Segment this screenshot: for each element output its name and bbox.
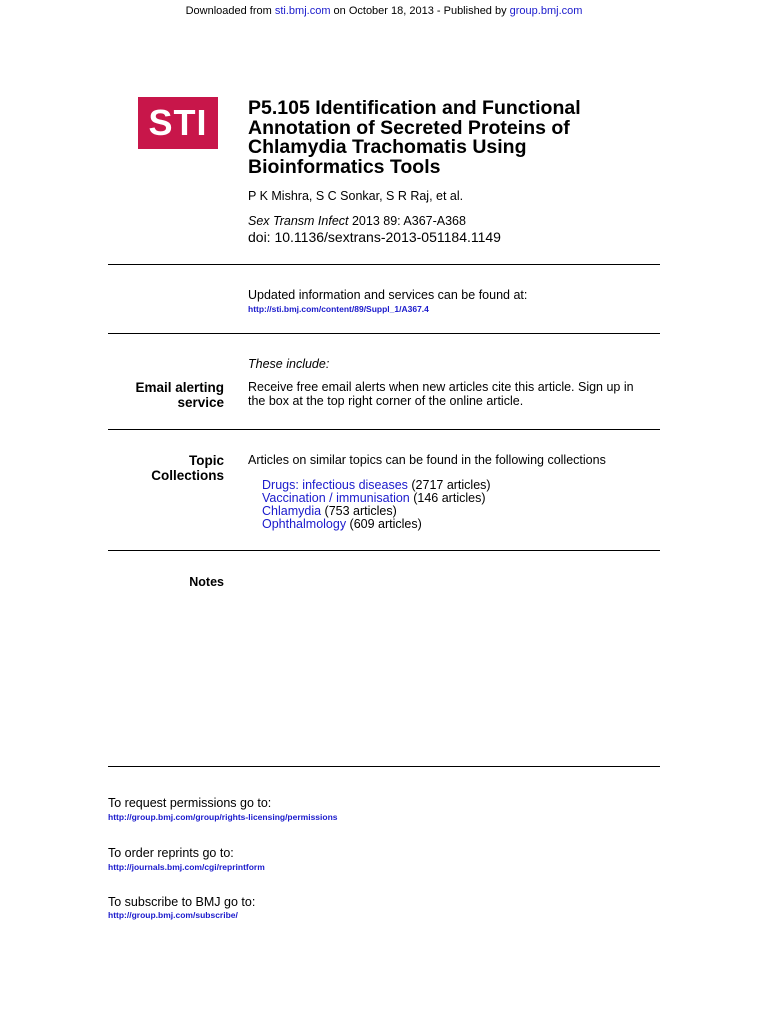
collection-count: (609 articles) <box>346 517 422 531</box>
journal-name: Sex Transm Infect <box>248 214 349 228</box>
collection-count: (753 articles) <box>321 504 397 518</box>
divider-5 <box>108 766 660 767</box>
title-line-4: Bioinformatics Tools <box>248 155 441 178</box>
email-heading-line-2: service <box>177 394 224 410</box>
updated-info-text: Updated information and services can be found at: <box>248 288 528 302</box>
notes-heading: Notes <box>189 575 224 589</box>
divider-1 <box>108 264 660 265</box>
these-include-label: These include: <box>248 357 330 371</box>
permissions-link[interactable]: http://group.bmj.com/group/rights-licensing/permissions <box>108 812 338 822</box>
download-notice <box>0 5 768 17</box>
article-title <box>248 99 608 177</box>
collection-link[interactable]: Chlamydia <box>262 504 322 518</box>
email-alerting-heading <box>108 381 224 410</box>
citation-details: 2013 89: A367-A368 <box>348 214 466 228</box>
download-middle: on October 18, 2013 - Published by <box>330 5 510 17</box>
topic-heading-line-1: Topic <box>189 453 224 468</box>
topic-collections-description: Articles on similar topics can be found in the following collections <box>248 453 606 467</box>
divider-2 <box>108 333 660 334</box>
subscribe-text: To subscribe to BMJ go to: <box>108 895 256 909</box>
article-url-link[interactable]: http://sti.bmj.com/content/89/Suppl_1/A367.4 <box>248 304 429 314</box>
reprints-text: To order reprints go to: <box>108 846 234 860</box>
title-line-2: Annotation of Secreted Proteins of <box>248 116 570 139</box>
publisher-link[interactable]: group.bmj.com <box>509 5 583 17</box>
divider-4 <box>108 550 660 551</box>
collection-link[interactable]: Drugs: infectious diseases <box>262 478 408 492</box>
title-line-3: Chlamydia Trachomatis Using <box>248 136 527 158</box>
article-citation <box>248 214 466 228</box>
email-text-line-1: Receive free email alerts when new articles cite this article. Sign up in <box>248 380 634 394</box>
email-alerting-description <box>248 381 658 408</box>
email-heading-line-1: Email alerting <box>135 380 224 395</box>
title-line-1: P5.105 Identification and Functional <box>248 97 581 119</box>
collection-count: (146 articles) <box>409 491 486 505</box>
article-authors: P K Mishra, S C Sonkar, S R Raj, et al. <box>248 189 464 203</box>
article-doi: doi: 10.1136/sextrans-2013-051184.1149 <box>248 229 501 245</box>
collection-link[interactable]: Ophthalmology <box>262 517 347 531</box>
sti-logo: STI <box>138 97 218 149</box>
download-prefix: Downloaded from <box>185 5 275 17</box>
collection-item <box>262 518 491 531</box>
reprints-link[interactable]: http://journals.bmj.com/cgi/reprintform <box>108 862 265 872</box>
site-link[interactable]: sti.bmj.com <box>274 5 331 17</box>
topic-collections-heading <box>108 454 224 483</box>
email-text-line-2: the box at the top right corner of the online article. <box>248 393 524 408</box>
permissions-text: To request permissions go to: <box>108 796 272 810</box>
topic-heading-line-2: Collections <box>151 467 224 483</box>
subscribe-link[interactable]: http://group.bmj.com/subscribe/ <box>108 910 238 920</box>
collections-list <box>262 479 491 531</box>
divider-3 <box>108 429 660 430</box>
collection-count: (2717 articles) <box>407 478 491 492</box>
collection-link[interactable]: Vaccination / immunisation <box>262 491 410 505</box>
